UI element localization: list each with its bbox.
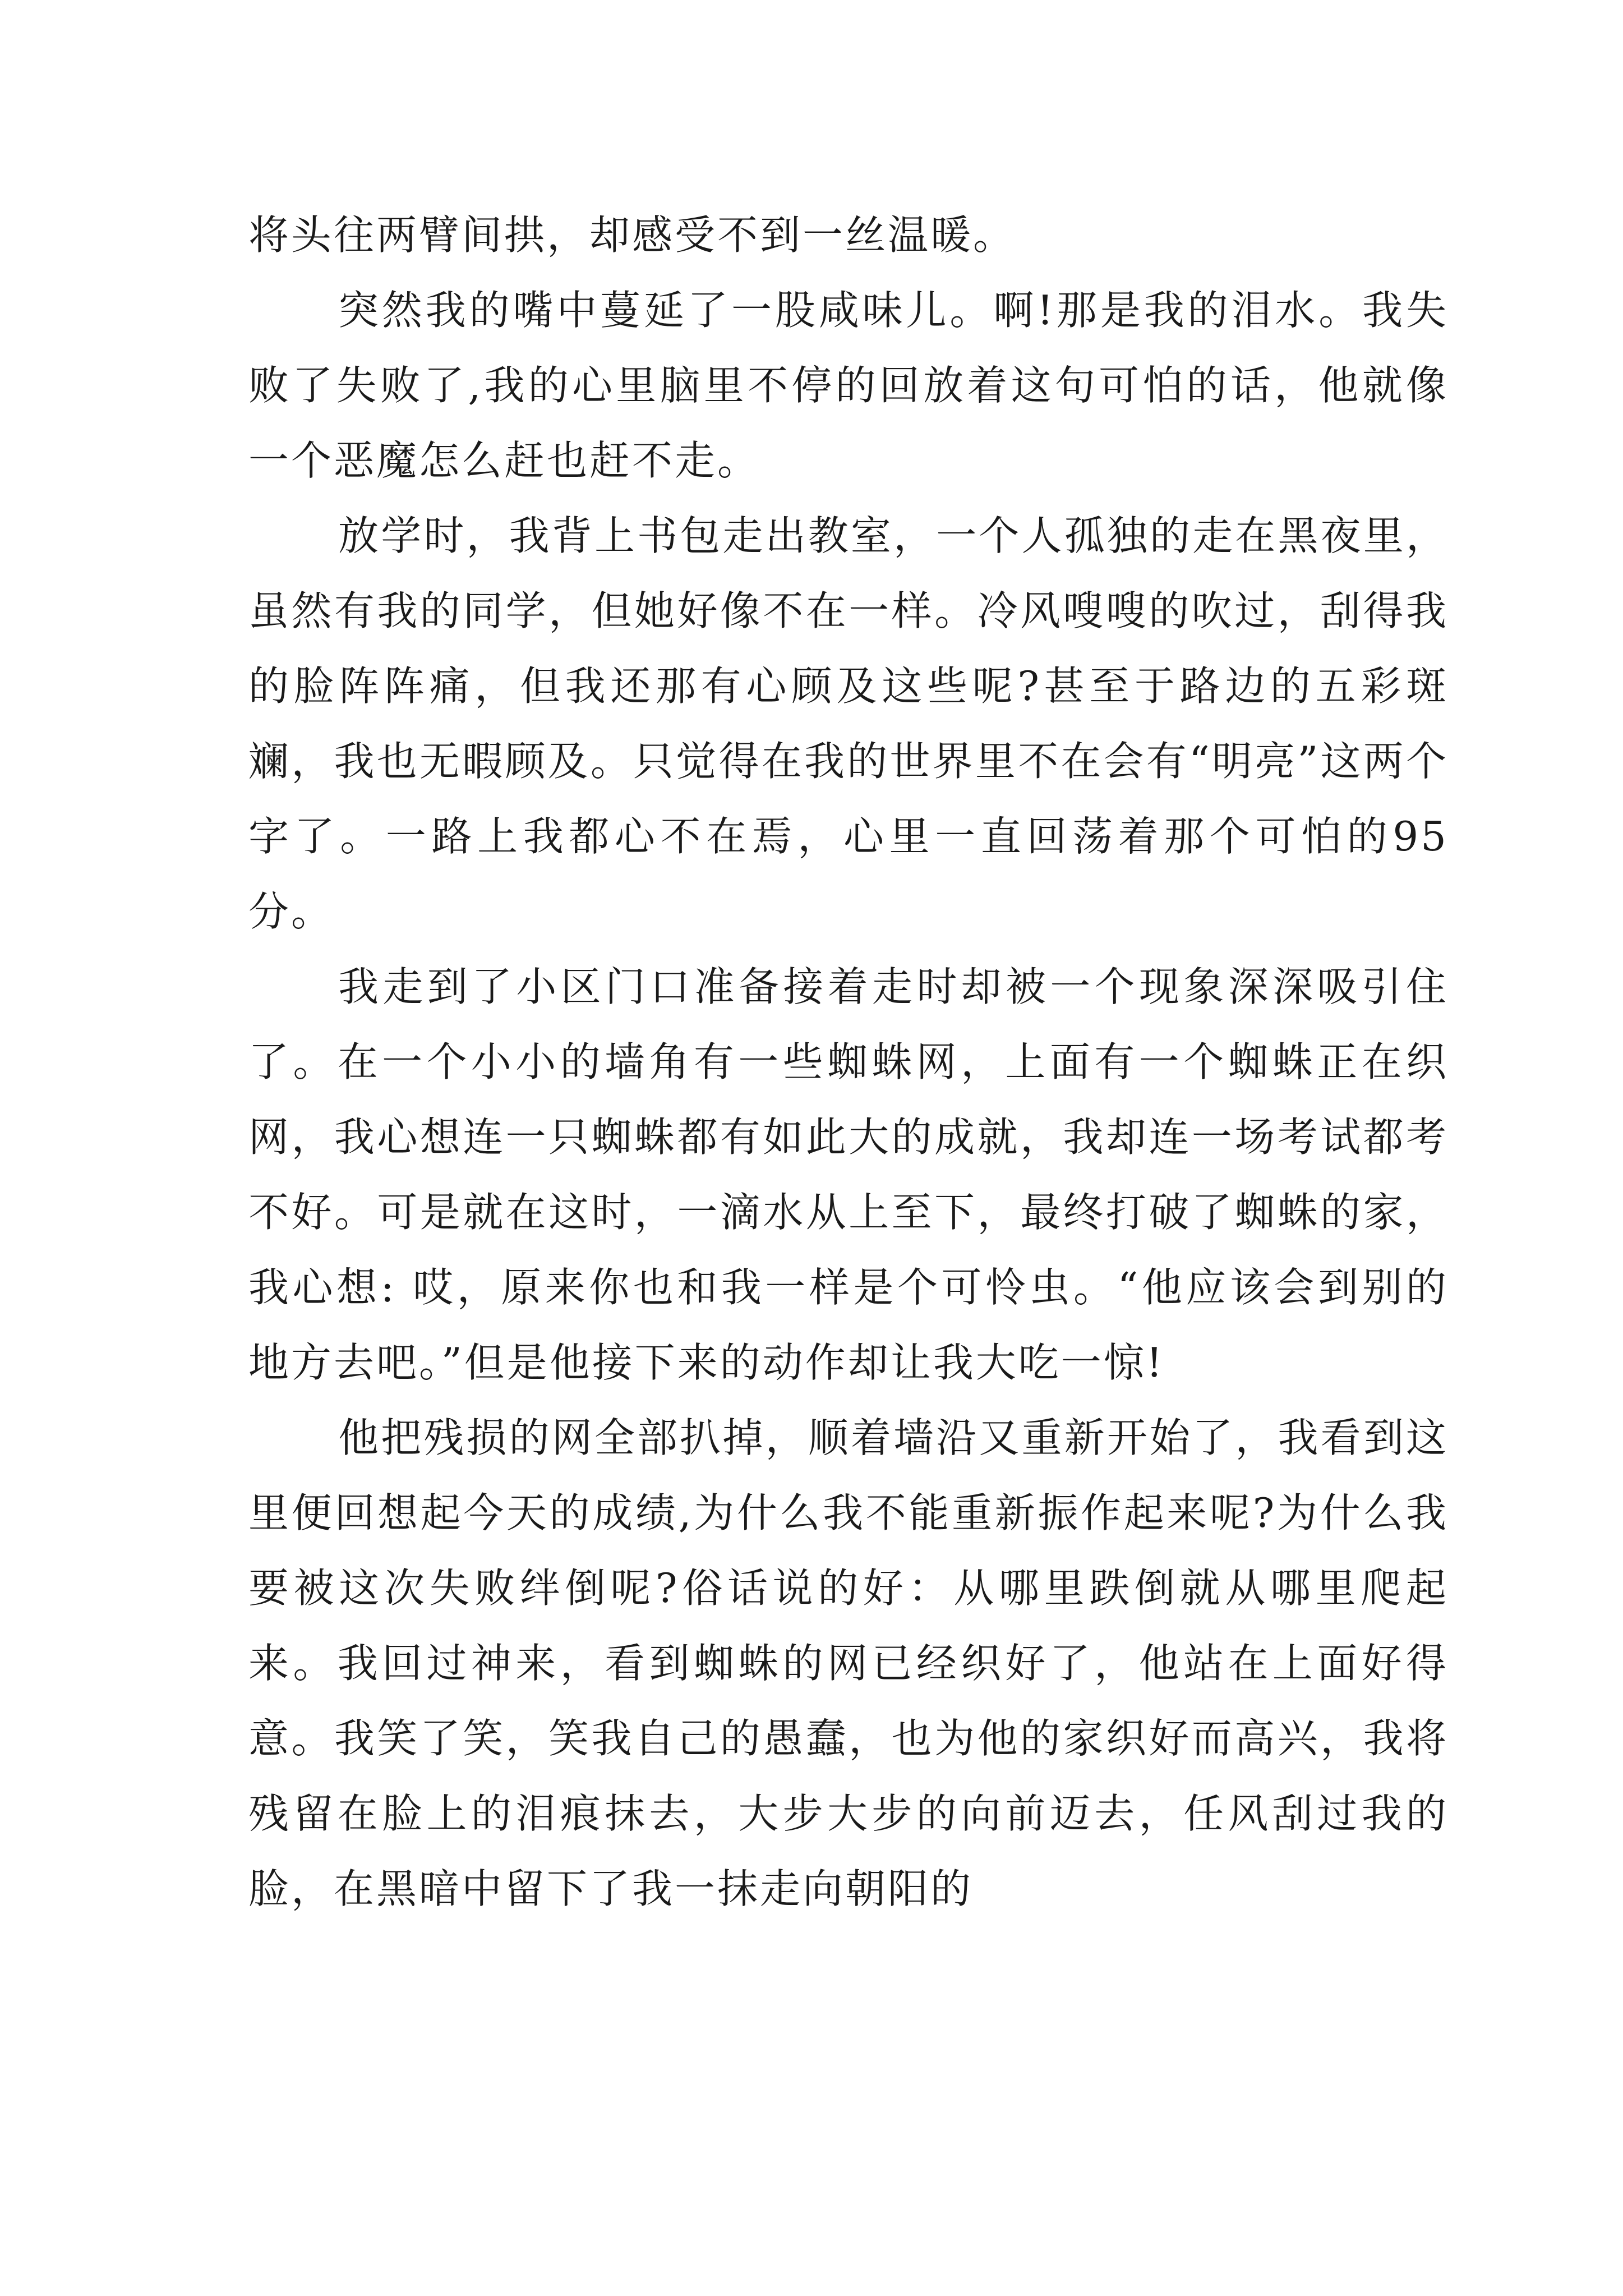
essay-body [248, 197, 1449, 1926]
paragraph-walk-home: 放学时，我背上书包走出教室，一个人孤独的走在黑夜里，虽然有我的同学，但她好像不在一样。冷风嗖嗖的吹过，刮得我的脸阵阵痛，但我还那有心顾及这些呢?甚至于路边的五彩斑斓，我也无暇顾及。只觉得在我的世界里不在会有“明亮”这两个字了。一路上我都心不在焉，心里一直回荡着那个可怕的95分。 [248, 512, 1449, 935]
paragraph-spider-web: 我走到了小区门口准备接着走时却被一个现象深深吸引住了。在一个小小的墙角有一些蜘蛛网，上面有一个蜘蛛正在织网，我心想连一只蜘蛛都有如此大的成就，我却连一场考试都考不好。可是就在这时，一滴水从上至下，最终打破了蜘蛛的家，我心想: 哎，原来你也和我一样是个可怜虫。“他应该会到别的地方去吧。”但是他接下来的动作却让我大吃一惊! [248, 963, 1449, 1386]
paragraph-tears: 突然我的嘴中蔓延了一股咸味儿。啊!那是我的泪水。我失败了失败了,我的心里脑里不停的回放着这句可怕的话，他就像一个恶魔怎么赶也赶不走。 [248, 287, 1449, 484]
paragraph-continuation: 将头往两臂间拱，却感受不到一丝温暖。 [248, 211, 1016, 259]
paragraph-rebuild: 他把残损的网全部扒掉，顺着墙沿又重新开始了，我看到这里便回想起今天的成绩,为什么我不能重新振作起来呢?为什么我要被这次失败绊倒呢?俗话说的好：从哪里跌倒就从哪里爬起来。我回过神来，看到蜘蛛的网已经织好了，他站在上面好得意。我笑了笑，笑我自己的愚蠢，也为他的家织好而高兴，我将残留在脸上的泪痕抹去，大步大步的向前迈去，任风刮过我的脸，在黑暗中留下了我一抹走向朝阳的 [248, 1414, 1449, 1912]
